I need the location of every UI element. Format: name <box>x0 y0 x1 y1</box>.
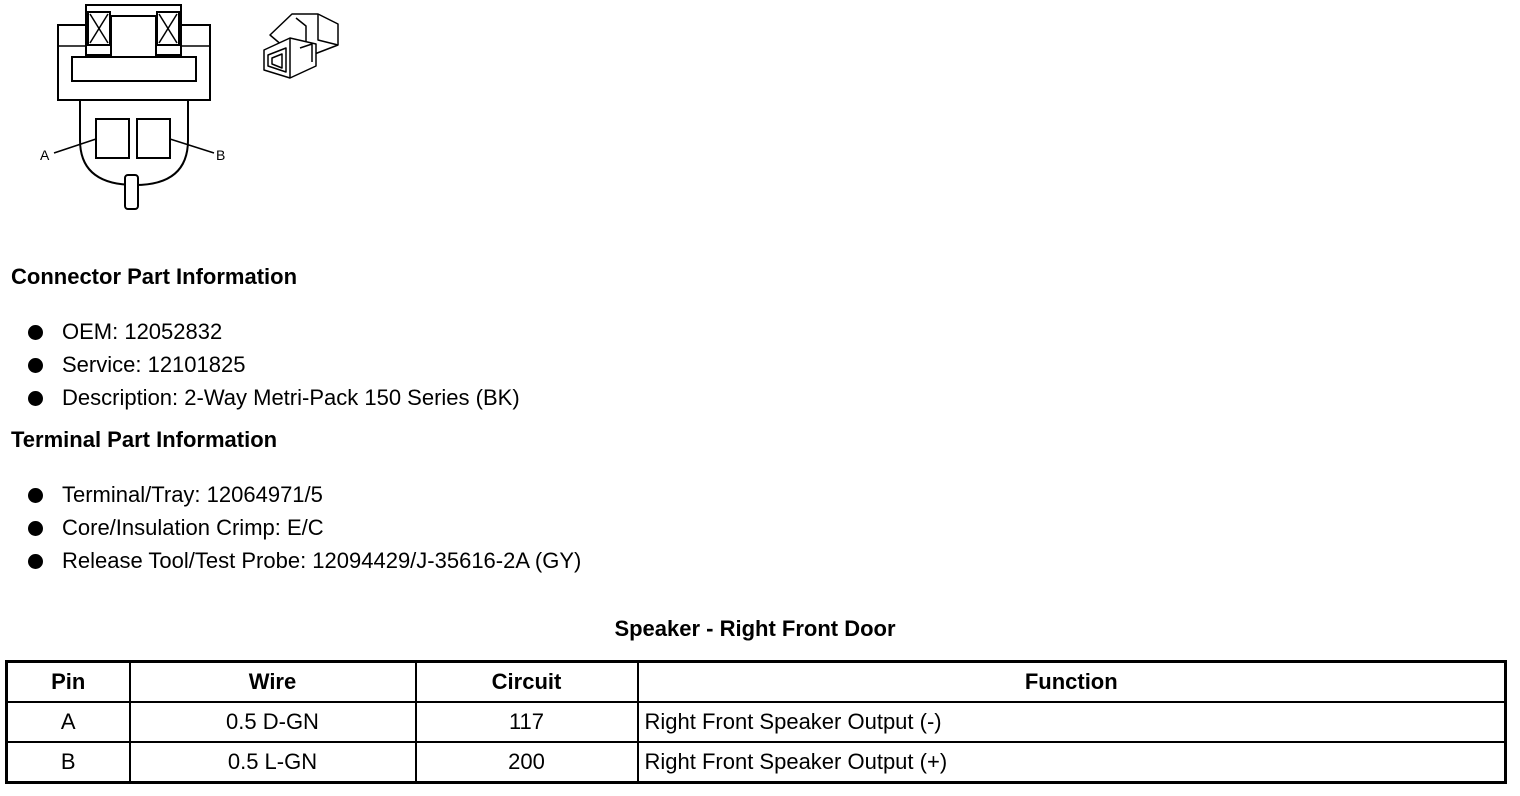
list-item-text: Service: 12101825 <box>62 352 246 377</box>
cell-function: Right Front Speaker Output (-) <box>638 702 1506 742</box>
terminal-part-info-heading: Terminal Part Information <box>11 427 278 452</box>
connector-key <box>125 175 138 209</box>
terminal-part-info-list <box>28 481 581 580</box>
bullet-icon <box>28 358 43 373</box>
pin-table-title: Speaker - Right Front Door <box>614 616 896 641</box>
table-row <box>7 702 1506 742</box>
cavity-b <box>137 119 170 158</box>
list-item <box>28 318 520 351</box>
cell-circuit: 117 <box>416 702 638 742</box>
list-item-text: Release Tool/Test Probe: 12094429/J-35616-2A (GY) <box>62 548 582 573</box>
header-function: Function <box>638 662 1506 703</box>
pin-b-label: B <box>216 147 226 163</box>
connector-diagram <box>0 0 380 225</box>
list-item <box>28 481 581 514</box>
cell-pin: B <box>7 742 130 783</box>
connector-part-info-heading: Connector Part Information <box>11 264 298 289</box>
bullet-icon <box>28 325 43 340</box>
pin-a-label: A <box>40 147 50 163</box>
header-circuit: Circuit <box>416 662 638 703</box>
cell-circuit: 200 <box>416 742 638 783</box>
cell-pin: A <box>7 702 130 742</box>
pin-table <box>5 660 1507 784</box>
list-item <box>28 547 581 580</box>
connector-isometric-view <box>264 14 338 78</box>
table-row <box>7 742 1506 783</box>
bullet-icon <box>28 521 43 536</box>
cell-wire: 0.5 D-GN <box>130 702 416 742</box>
header-wire: Wire <box>130 662 416 703</box>
cavity-a <box>96 119 129 158</box>
bullet-icon <box>28 391 43 406</box>
list-item-text: Description: 2-Way Metri-Pack 150 Series (BK) <box>62 385 520 410</box>
list-item <box>28 384 520 417</box>
list-item-text: Terminal/Tray: 12064971/5 <box>62 482 323 507</box>
cell-wire: 0.5 L-GN <box>130 742 416 783</box>
bullet-icon <box>28 488 43 503</box>
list-item-text: Core/Insulation Crimp: E/C <box>62 515 324 540</box>
connector-part-info-list <box>28 318 520 417</box>
cell-function: Right Front Speaker Output (+) <box>638 742 1506 783</box>
table-header-row <box>7 662 1506 703</box>
bullet-icon <box>28 554 43 569</box>
header-pin: Pin <box>7 662 130 703</box>
list-item-text: OEM: 12052832 <box>62 319 223 344</box>
list-item <box>28 351 520 384</box>
list-item <box>28 514 581 547</box>
